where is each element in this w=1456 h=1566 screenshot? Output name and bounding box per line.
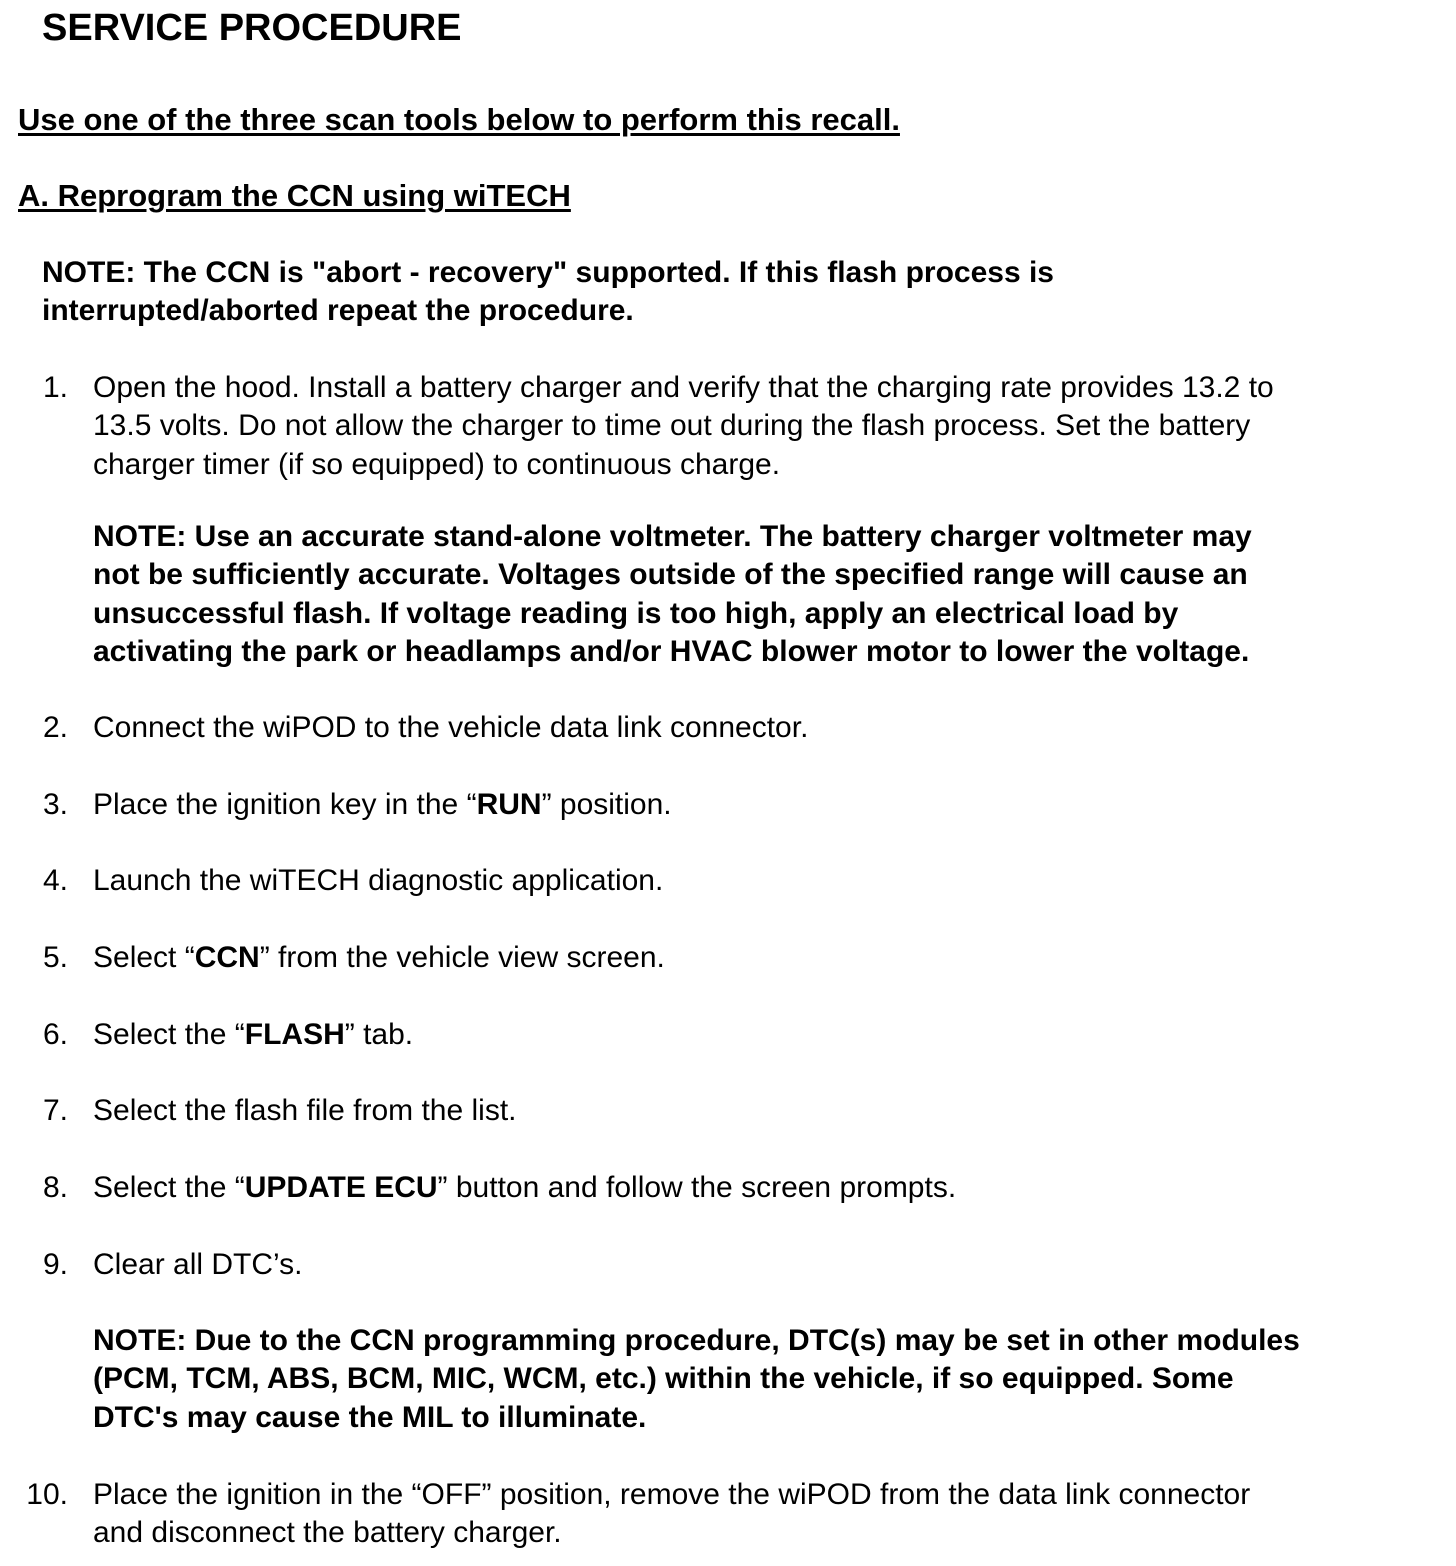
step-line: Place the ignition in the “OFF” position, remove the wiPOD from the data link connector	[93, 1478, 1251, 1511]
note-abort-recovery	[42, 254, 1054, 331]
step-number: 5.	[42, 941, 68, 974]
step-keyword: UPDATE ECU	[244, 1171, 438, 1204]
step-text	[93, 1169, 956, 1207]
step-line: Connect the wiPOD to the vehicle data link connector.	[93, 711, 809, 744]
note-line: DTC's may cause the MIL to illuminate.	[93, 1400, 647, 1434]
step-number: 1.	[42, 371, 68, 404]
page-title: SERVICE PROCEDURE	[42, 7, 462, 49]
step-line	[93, 939, 665, 977]
note-line: NOTE: The CCN is "abort - recovery" supported. If this flash process is	[42, 256, 1054, 289]
step-line: Launch the wiTECH diagnostic application.	[93, 864, 664, 897]
step-keyword: FLASH	[244, 1018, 345, 1051]
step-text-post: ” tab.	[344, 1018, 414, 1051]
step-number: 9.	[42, 1248, 68, 1281]
note-line: (PCM, TCM, ABS, BCM, MIC, WCM, etc.) within the vehicle, if so equipped. Some	[93, 1362, 1234, 1396]
step-keyword: RUN	[476, 788, 542, 821]
step-text	[93, 1476, 1250, 1553]
step-number: 7.	[42, 1094, 68, 1127]
step-number: 4.	[42, 864, 68, 897]
note-line: unsuccessful flash. If voltage reading is too high, apply an electrical load by	[93, 596, 1179, 630]
step-number: 10.	[26, 1478, 68, 1511]
step-text	[93, 862, 663, 900]
step-line	[93, 786, 672, 824]
note-line: NOTE: Due to the CCN programming procedure, DTC(s) may be set in other modules	[93, 1324, 1300, 1357]
step-number: 3.	[42, 788, 68, 821]
step-line	[93, 1169, 956, 1207]
step-line: Select the flash file from the list.	[93, 1094, 517, 1127]
note-line: interrupted/aborted repeat the procedure.	[42, 294, 634, 328]
note-line: not be sufficiently accurate. Voltages outside of the specified range will cause an	[93, 558, 1248, 592]
note-line: NOTE: Use an accurate stand-alone voltmeter. The battery charger voltmeter may	[93, 520, 1252, 553]
step-text-post: ” position.	[541, 788, 672, 821]
step-text	[93, 1016, 413, 1054]
step-number: 6.	[42, 1018, 68, 1051]
step-text-post: ” from the vehicle view screen.	[259, 941, 665, 974]
step-number: 8.	[42, 1171, 68, 1204]
step-line	[93, 1016, 413, 1054]
step-line: charger timer (if so equipped) to continuous charge.	[93, 447, 781, 481]
step-text-pre: Select the “	[93, 1018, 245, 1051]
note-dtc-modules	[93, 1322, 1300, 1437]
step-text	[93, 709, 808, 747]
step-text	[93, 369, 1274, 484]
step-text-post: ” button and follow the screen prompts.	[437, 1171, 957, 1204]
step-text-pre: Place the ignition key in the “	[93, 788, 477, 821]
note-voltmeter	[93, 518, 1252, 671]
step-line: and disconnect the battery charger.	[93, 1516, 562, 1550]
note-line: activating the park or headlamps and/or HVAC blower motor to lower the voltage.	[93, 634, 1250, 668]
step-line: Clear all DTC’s.	[93, 1248, 303, 1281]
step-text	[93, 939, 665, 977]
intro-heading: Use one of the three scan tools below to perform this recall.	[18, 102, 900, 137]
step-line: Open the hood. Install a battery charger and verify that the charging rate provides 13.2 to	[93, 371, 1274, 404]
step-keyword: CCN	[194, 941, 260, 974]
step-text-pre: Select the “	[93, 1171, 245, 1204]
step-line: 13.5 volts. Do not allow the charger to time out during the flash process. Set the battery	[93, 409, 1251, 443]
step-number: 2.	[42, 711, 68, 744]
step-text	[93, 1092, 517, 1130]
step-text	[93, 786, 672, 824]
step-text-pre: Select “	[93, 941, 195, 974]
section-a-heading: A. Reprogram the CCN using wiTECH	[18, 178, 571, 213]
step-text	[93, 1246, 303, 1284]
